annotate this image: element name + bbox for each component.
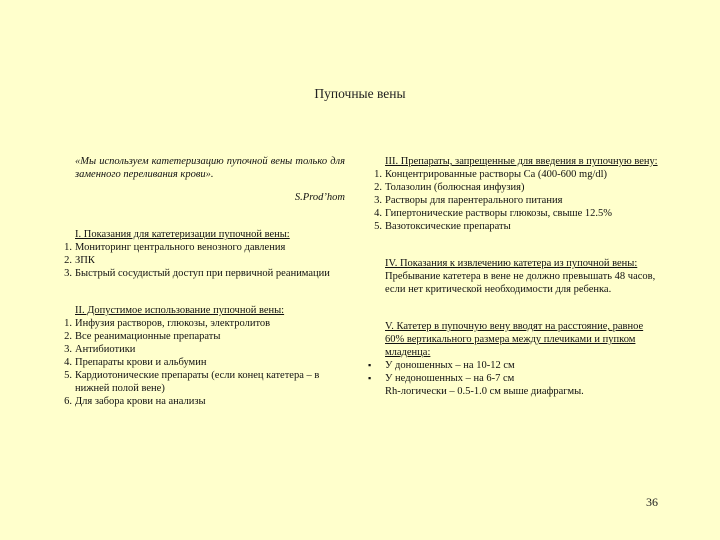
removal-text: Пребывание катетера в вене не должно превышать 48 часов, если нет критической необходимости для ребенка. (385, 271, 656, 295)
list-item: 5. Вазотоксические препараты (374, 221, 511, 232)
section-heading: III. Препараты, запрещенные для введения в пупочную вену: (385, 156, 658, 167)
section-forbidden-drugs (374, 155, 660, 233)
list-item: 4. Гипертонические растворы глюкозы, свыше 12.5% (374, 208, 613, 219)
forbidden-drugs-list (374, 168, 660, 233)
list-item: 2. ЗПК (64, 255, 95, 266)
list-item: 4. Препараты крови и альбумин (64, 357, 207, 368)
section-allowed-use (64, 304, 345, 408)
quote-text: «Мы используем катетеризацию пупочной вены только для заменного переливания крови». (75, 156, 345, 180)
indications-list (64, 241, 345, 280)
list-item: 1. Концентрированные растворы Са (400-600 mg/dl) (374, 169, 608, 180)
list-item: 2. Толазолин (болюсная инфузия) (374, 182, 525, 193)
bullet-icon: ▪ (368, 373, 372, 383)
bullet-icon: ▪ (368, 360, 372, 370)
quote-author: S.Prod’hom (294, 192, 345, 203)
insertion-depth-list (368, 359, 660, 385)
section-heading: I. Показания для катетеризации пупочной вены: (75, 229, 290, 240)
section-indications (64, 228, 345, 280)
left-column (64, 155, 345, 408)
section-heading: V. Катетер в пупочную вену вводят на расстояние, равное 60% вертикального размера между плечиками и пупком младенца: (385, 321, 644, 358)
list-item: 2. Все реанимационные препараты (64, 331, 221, 342)
allowed-use-list (64, 317, 345, 408)
page-title: Пупочные вены (314, 86, 406, 101)
list-item: 3. Антибиотики (64, 344, 136, 355)
list-item: 1. Инфузия растворов, глюкозы, электролитов (64, 318, 271, 329)
page-number: 36 (646, 495, 658, 509)
list-item: ▪ У недоношенных – на 6-7 см (368, 373, 515, 384)
list-item: 1. Мониторинг центрального венозного давления (64, 242, 286, 253)
quote-block (75, 155, 345, 204)
section-heading: II. Допустимое использование пупочной вены: (75, 305, 285, 316)
list-item: 6. Для забора крови на анализы (64, 396, 206, 407)
list-item: 3. Быстрый сосудистый доступ при первичной реанимации (64, 268, 330, 279)
section-removal (385, 257, 660, 296)
list-item: ▪ У доношенных – на 10-12 см (368, 360, 515, 371)
insertion-footer: Rh-логически – 0.5-1.0 см выше диафрагмы. (385, 386, 584, 397)
list-item: 3. Растворы для парентерального питания (374, 195, 563, 206)
section-insertion-depth (368, 320, 660, 398)
list-item: 5. Кардиотонические препараты (если конец катетера – в нижней полой вене) (64, 370, 320, 394)
section-heading: IV. Показания к извлечению катетера из пупочной вены: (385, 258, 638, 269)
right-column (368, 155, 660, 398)
